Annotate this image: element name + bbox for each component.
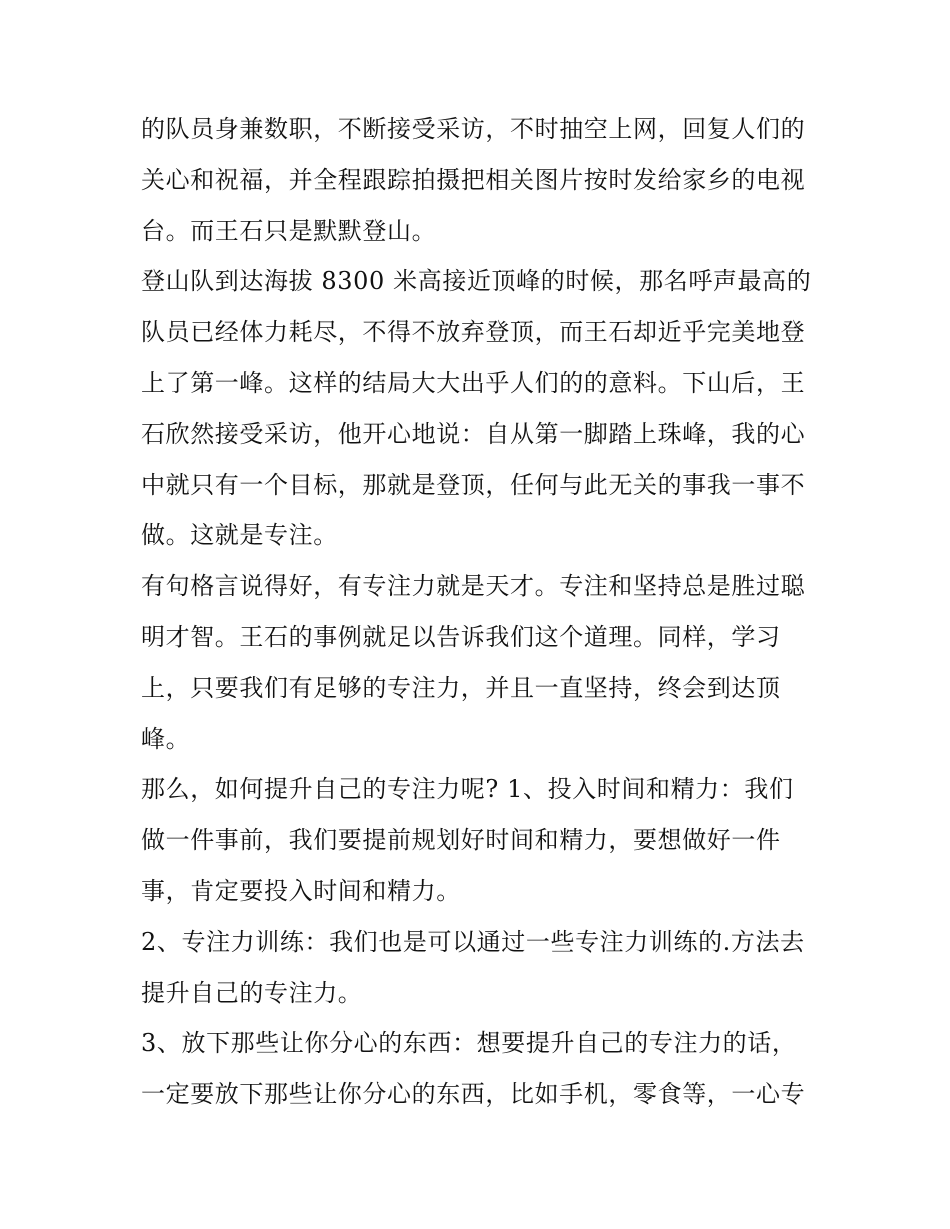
text-line: 明才智。王石的事例就足以告诉我们这个道理。同样，学习: [141, 622, 781, 651]
text-line: 上，只要我们有足够的专注力，并且一直坚持，终会到达顶: [141, 673, 781, 702]
body-text: [141, 104, 821, 1120]
text-line: 有句格言说得好，有专注力就是天才。专注和坚持总是胜过聪: [141, 572, 806, 601]
text-line: 3、放下那些让你分心的东西：想要提升自己的专注力的话，: [141, 1029, 797, 1058]
text-line: 峰。: [141, 724, 191, 753]
text-line: 关心和祝福，并全程跟踪拍摄把相关图片按时发给家乡的电视: [141, 165, 806, 194]
text-line: 提升自己的专注力。: [141, 978, 363, 1007]
text-line: 石欣然接受采访，他开心地说：自从第一脚踏上珠峰，我的心: [141, 419, 806, 448]
text-line: 登山队到达海拔 8300 米高接近顶峰的时候，那名呼声最高的: [141, 267, 812, 296]
text-line: 那么，如何提升自己的专注力呢? 1、投入时间和精力：我们: [141, 775, 794, 804]
text-line: 的队员身兼数职，不断接受采访，不时抽空上网，回复人们的: [141, 115, 806, 143]
text-line: 中就只有一个目标，那就是登顶，任何与此无关的事我一事不: [141, 470, 806, 499]
text-line: 做一件事前，我们要提前规划好时间和精力，要想做好一件: [141, 826, 781, 855]
text-line: 一定要放下那些让你分心的东西，比如手机，零食等，一心专: [141, 1080, 806, 1109]
text-line: 事，肯定要投入时间和精力。: [141, 876, 461, 905]
text-line: 上了第一峰。这样的结局大大出乎人们的的意料。下山后，王: [141, 368, 806, 397]
text-line: 队员已经体力耗尽，不得不放弃登顶，而王石却近乎完美地登: [141, 318, 806, 347]
text-line: 台。而王石只是默默登山。: [141, 216, 437, 245]
text-line: 做。这就是专注。: [141, 521, 338, 550]
text-line: 2、专注力训练：我们也是可以通过一些专注力训练的.方法去: [141, 927, 805, 956]
